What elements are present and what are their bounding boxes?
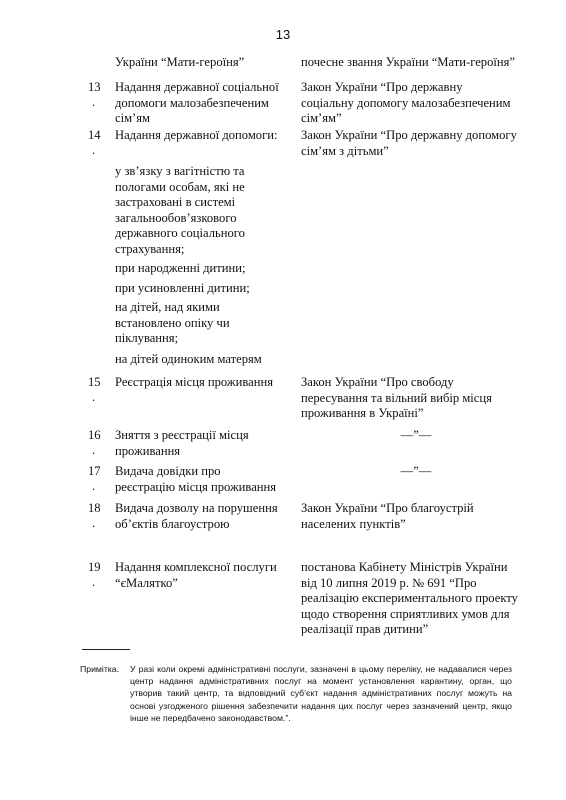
top-row-right: почесне звання України “Мати-героїня” — [301, 55, 516, 69]
subitem-line: у зв’язку з вагітністю та — [115, 164, 245, 178]
service-name-line: сім’ям — [115, 111, 151, 125]
legal-basis-line: реалізацію експериментального проекту — [301, 591, 518, 605]
legal-basis-line: постанова Кабінету Міністрів України — [301, 560, 508, 574]
top-row-left: України “Мати-героїня” — [115, 55, 245, 69]
subitem-line: встановлено опіку чи — [115, 315, 230, 330]
row-number-dot: . — [92, 516, 96, 530]
legal-basis-line: Закон України “Про благоустрій — [301, 501, 474, 515]
legal-basis-line: сім’ям” — [301, 111, 342, 125]
legal-basis-line: щодо створення сприятливих умов для — [301, 606, 510, 621]
legal-basis-line: сім’ям з дітьми” — [301, 143, 389, 158]
row-number-dot: . — [92, 479, 96, 493]
subitem-line: загальнообов’язкового — [115, 210, 237, 225]
row-number-dot: . — [92, 390, 96, 404]
row-number: 15 — [88, 375, 101, 389]
subitem-line: при народженні дитини; — [115, 261, 246, 275]
subitem-line: державного соціального — [115, 226, 245, 240]
row-number: 17 — [88, 464, 101, 478]
row-number: 14 — [88, 128, 101, 142]
legal-basis-line: проживання в Україні” — [301, 406, 424, 420]
row-number: 13 — [88, 80, 101, 94]
service-name-line: Надання комплексної послуги — [115, 560, 277, 574]
subitem-line: піклування; — [115, 331, 179, 345]
subitem-line: страхування; — [115, 241, 185, 256]
row-number-dot: . — [92, 443, 96, 457]
subitem-line: на дітей одиноким матерям — [115, 352, 262, 366]
subitem-line: застраховані в системі — [115, 195, 236, 209]
legal-basis-line: Закон України “Про державну допомогу — [301, 128, 517, 142]
row-number: 19 — [88, 560, 101, 574]
row-number: 16 — [88, 428, 101, 442]
service-name-line: Видача дозволу на порушення — [115, 501, 278, 515]
subitem-line: при усиновленні дитини; — [115, 281, 250, 295]
service-name-line: Зняття з реєстрації місця — [115, 428, 249, 442]
service-name-line: реєстрацію місця проживання — [115, 479, 277, 494]
service-name-line: проживання — [115, 443, 181, 458]
service-name-line: об’єктів благоустрою — [115, 516, 230, 531]
subitem-line: на дітей, над якими — [115, 300, 220, 314]
row-number-dot: . — [92, 143, 96, 157]
legal-basis-line: пересування та вільний вибір місця — [301, 390, 492, 405]
service-name-line: Видача довідки про — [115, 464, 221, 478]
legal-basis-line: від 10 липня 2019 р. № 691 “Про — [301, 575, 477, 590]
service-name-line: Реєстрація місця проживання — [115, 375, 273, 389]
footnote — [80, 663, 512, 724]
legal-basis-ditto: —”— — [400, 428, 432, 442]
legal-basis-line: соціальну допомогу малозабезпеченим — [301, 95, 511, 110]
footnote-label: Примітка. — [80, 664, 120, 674]
legal-basis-line: реалізації прав дитини” — [301, 622, 429, 636]
service-name-line: Надання державної соціальної — [115, 80, 279, 94]
legal-basis-line: Закон України “Про свободу — [301, 375, 454, 389]
service-name-line: Надання державної допомоги: — [115, 128, 278, 142]
footnote-text: У разі коли окремі адміністративні послуги, зазначені в цьому переліку, не надавалися через центр надання адміністративних послуг на момент установлення карантину, орган, що утворив такий центр, та відповідний суб’єкт надання адміністративних послуг можуть на основі узгодженого рішення забезпечити надання цих послуг через зазначений центр, якщо інше не передбачено законодавством.”. — [130, 664, 512, 723]
footnote-divider — [82, 649, 130, 650]
row-number: 18 — [88, 501, 101, 515]
legal-basis-line: Закон України “Про державну — [301, 80, 463, 94]
subitem-line: пологами особам, які не — [115, 179, 245, 194]
legal-basis-line: населених пунктів” — [301, 516, 406, 531]
legal-basis-ditto: —”— — [400, 464, 432, 478]
service-name-line: “єМалятко” — [115, 575, 178, 590]
row-number-dot: . — [92, 95, 96, 109]
service-name-line: допомоги малозабезпеченим — [115, 95, 269, 110]
row-number-dot: . — [92, 575, 96, 589]
page-number: 13 — [275, 27, 291, 42]
